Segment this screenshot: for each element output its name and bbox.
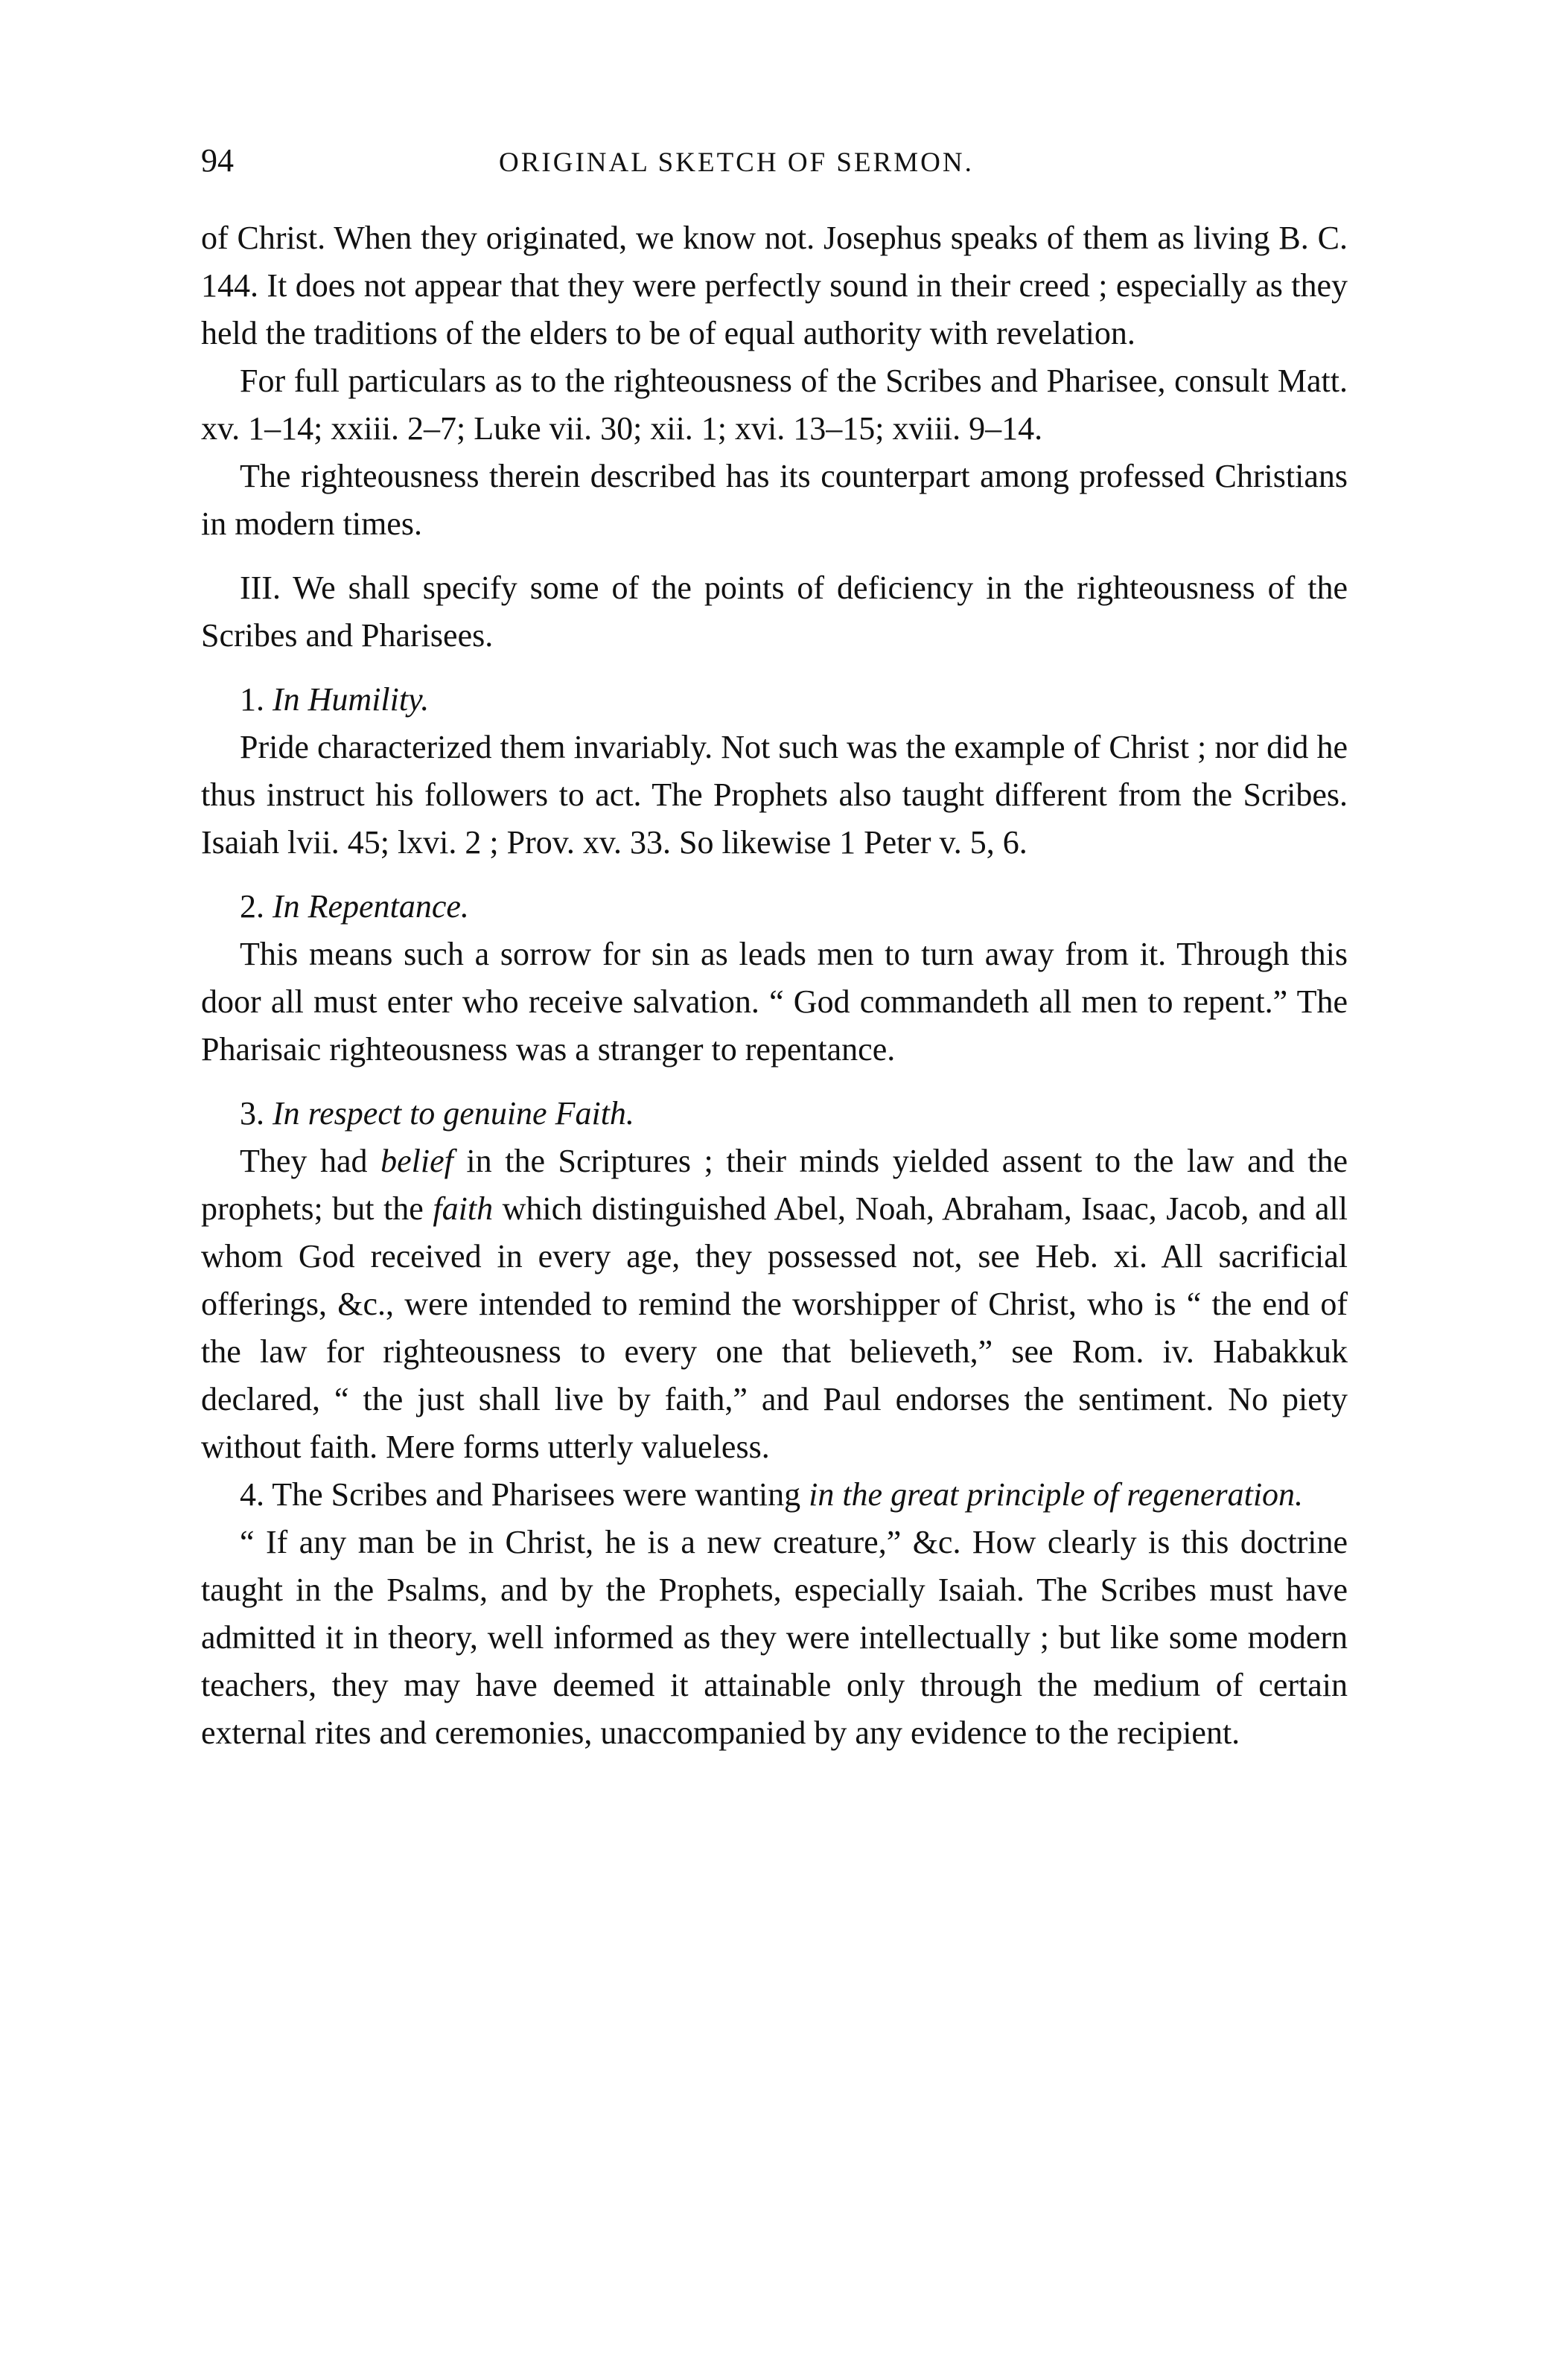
paragraph-3: The righteousness therein described has its counterpart among professed Christians in modern times. — [201, 458, 1348, 542]
heading-repentance-number: 2. — [240, 888, 264, 925]
paragraph-7-faith: faith — [433, 1190, 494, 1227]
heading-humility — [201, 676, 1348, 724]
paragraph-2: For full particulars as to the righteousness of the Scribes and Pharisee, consult Matt. xv. 1–14; xxiii. 2–7; Luke vii. 30; xii. 1; xvi. 13–15; xviii. 9–14. — [201, 363, 1348, 447]
heading-repentance-text: In Repentance. — [273, 888, 469, 925]
paragraph-7-part-1: They had — [240, 1143, 381, 1179]
book-page — [201, 141, 1348, 2345]
paragraph-5: Pride characterized them invariably. Not such was the example of Christ ; nor did he thus instruct his followers to act. The Prophets also taught different from the Scribes. Isaiah lvii. 45; lxvi. 2 ; Prov. xv. 33. So likewise 1 Peter v. 5, 6. — [201, 729, 1348, 861]
paragraph-8-italic: in the great principle of regeneration. — [809, 1476, 1304, 1513]
paragraph-7-part-2: in the Scriptures ; their minds yielded assent to the law and the prophets; but the — [201, 1143, 1348, 1227]
page-header — [201, 141, 1348, 204]
running-head: ORIGINAL SKETCH OF SERMON. — [499, 147, 974, 178]
paragraph-8-part-1: 4. The Scribes and Pharisees were wanting — [240, 1476, 809, 1513]
paragraph-8 — [201, 1471, 1348, 1519]
paragraph-9: “ If any man be in Christ, he is a new creature,” &c. How clearly is this doctrine taught in the Psalms, and by the Prophets, especially Isaiah. The Scribes must have admitted it in theory, well informed as they were intellectually ; but like some modern teachers, they may have deemed it attainable only through the medium of certain external rites and ceremonies, unaccompanied by any evidence to the recipient. — [201, 1524, 1348, 1751]
paragraph-4: III. We shall specify some of the points of deficiency in the righteousness of the Scribes and Pharisees. — [201, 570, 1348, 654]
heading-repentance — [201, 883, 1348, 931]
heading-faith-text: In respect to genuine Faith. — [273, 1095, 634, 1132]
paragraph-1: of Christ. When they originated, we know not. Josephus speaks of them as living B. C. 144. It does not appear that they were perfectly sound in their creed ; especially as they held the traditions of the elders to be of equal authority with revelation. — [201, 220, 1348, 351]
heading-humility-text: In Humility. — [273, 681, 430, 718]
heading-faith-number: 3. — [240, 1095, 264, 1132]
paragraph-7-belief: belief — [380, 1143, 453, 1179]
paragraph-6: This means such a sorrow for sin as leads men to turn away from it. Through this door all must enter who receive salvation. “ God commandeth all men to repent.” The Pharisaic righteousness was a stranger to repentance. — [201, 936, 1348, 1068]
paragraph-7-part-3: which distinguished Abel, Noah, Abraham, Isaac, Jacob, and all whom God received in every age, they possessed not, see Heb. xi. All sacrificial offerings, &c., were intended to remind the worshipper of Christ, who is “ the end of the law for righteousness to every one that believeth,” see Rom. iv. Habakkuk declared, “ the just shall live by faith,” and Paul endorses the sentiment. No piety without faith. Mere forms utterly valueless. — [201, 1190, 1348, 1465]
page-number: 94 — [201, 142, 234, 179]
heading-humility-number: 1. — [240, 681, 264, 718]
heading-faith — [201, 1090, 1348, 1138]
paragraph-7 — [201, 1138, 1348, 1471]
